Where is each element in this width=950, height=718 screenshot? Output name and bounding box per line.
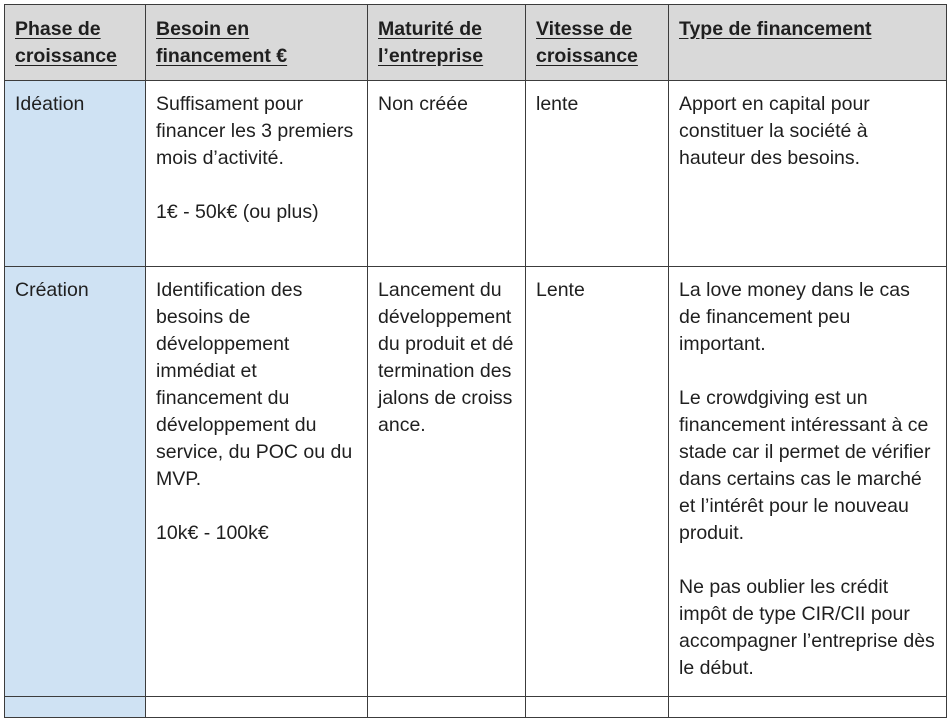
- table-row: [5, 697, 947, 718]
- cell-phase: [5, 697, 146, 718]
- cell-maturite: Non créée: [368, 81, 526, 267]
- cell-vitesse: [526, 697, 669, 718]
- cell-maturite: Lancement du développement du produit et détermination des jalons de croissance.: [368, 267, 526, 697]
- header-type: Type de financement: [669, 5, 947, 81]
- header-phase: Phase de croissance: [5, 5, 146, 81]
- header-vitesse: Vitesse de croissance: [526, 5, 669, 81]
- cell-vitesse: Lente: [526, 267, 669, 697]
- cell-besoin: [146, 697, 368, 718]
- cell-besoin: Suffisament pour financer les 3 premiers mois d’activité. 1€ - 50k€ (ou plus): [146, 81, 368, 267]
- cell-phase: Idéation: [5, 81, 146, 267]
- cell-type: La love money dans le cas de financement peu important. Le crowdgiving est un financement intéressant à ce stade car il permet de vérifier dans certains cas le marché et l’intérêt pour le nouveau produit. Ne pas oublier les crédit impôt de type CIR/CII pour accompagner l’entreprise dès le début.: [669, 267, 947, 697]
- table-header-row: [5, 5, 947, 81]
- cell-vitesse: lente: [526, 81, 669, 267]
- cell-type: Apport en capital pour constituer la société à hauteur des besoins.: [669, 81, 947, 267]
- cell-besoin: Identification des besoins de développement immédiat et financement du développement du service, du POC ou du MVP. 10k€ - 100k€: [146, 267, 368, 697]
- cell-maturite: [368, 697, 526, 718]
- cell-phase: Création: [5, 267, 146, 697]
- cell-type: [669, 697, 947, 718]
- header-besoin: Besoin en financement €: [146, 5, 368, 81]
- table-row: [5, 81, 947, 267]
- header-maturite: Maturité de l’entreprise: [368, 5, 526, 81]
- table-row: [5, 267, 947, 697]
- financing-table: [4, 4, 947, 718]
